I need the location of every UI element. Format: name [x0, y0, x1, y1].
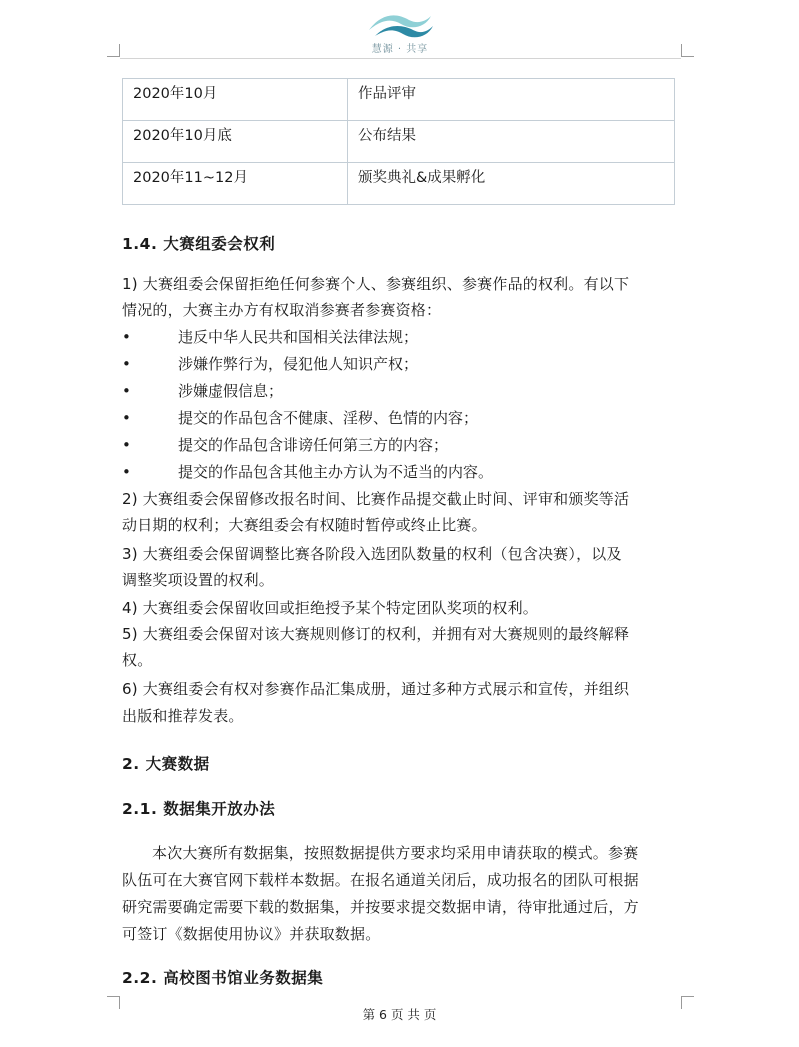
bullet-icon: •: [122, 409, 131, 427]
schedule-date-cell: 2020年10月底: [123, 121, 348, 163]
rights-item-4: 4) 大赛组委会保留收回或拒绝授予某个特定团队奖项的权利。: [122, 599, 538, 617]
rights-item-3-line-2: 调整奖项设置的权利。: [122, 571, 275, 589]
list-item: [122, 353, 418, 374]
table-row: [123, 163, 675, 205]
schedule-date-cell: 2020年10月: [123, 79, 348, 121]
list-item: [122, 461, 493, 482]
table-row: [123, 79, 675, 121]
schedule-event-cell: 颁奖典礼&成果孵化: [348, 163, 675, 205]
list-item: [122, 326, 418, 347]
rights-item-6-line-2: 出版和推荐发表。: [122, 707, 244, 725]
paragraph-line-2: 队伍可在大赛官网下载样本数据。在报名通道关闭后，成功报名的团队可根据: [122, 871, 639, 889]
rights-item-5-line-2: 权。: [122, 651, 153, 669]
bullet-icon: •: [122, 328, 131, 346]
list-item-text: 提交的作品包含诽谤任何第三方的内容；: [178, 436, 449, 454]
section-heading-2-2: 2.2. 高校图书馆业务数据集: [122, 969, 324, 987]
schedule-table: [122, 78, 675, 205]
section-heading-1-4: 1.4. 大赛组委会权利: [122, 235, 276, 253]
bullet-icon: •: [122, 463, 131, 481]
list-item: [122, 407, 478, 428]
rights-item-6-line-1: 6) 大赛组委会有权对参赛作品汇集成册，通过多种方式展示和宣传，并组织: [122, 680, 630, 698]
crop-mark-top-right: [681, 44, 694, 57]
list-item: [122, 434, 448, 455]
rights-item-3-line-1: 3) 大赛组委会保留调整比赛各阶段入选团队数量的权利（包含决赛），以及: [122, 545, 622, 563]
list-item-text: 涉嫌作弊行为，侵犯他人知识产权；: [178, 355, 419, 373]
rights-item-1-line-2: 情况的，大赛主办方有权取消参赛者参赛资格：: [122, 301, 442, 319]
crop-mark-top-left: [107, 44, 120, 57]
paragraph-line-1: 本次大赛所有数据集，按照数据提供方要求均采用申请获取的模式。参赛: [152, 844, 639, 862]
rights-item-2-line-1: 2) 大赛组委会保留修改报名时间、比赛作品提交截止时间、评审和颁奖等活: [122, 490, 630, 508]
list-item: [122, 380, 283, 401]
schedule-event-cell: 公布结果: [348, 121, 675, 163]
section-heading-2-1: 2.1. 数据集开放办法: [122, 800, 276, 818]
header-rule: [120, 58, 681, 59]
list-item-text: 提交的作品包含其他主办方认为不适当的内容。: [178, 463, 494, 481]
logo-text: 慧源 · 共享: [371, 44, 429, 55]
paragraph-line-3: 研究需要确定需要下载的数据集，并按要求提交数据申请，待审批通过后，方: [122, 898, 639, 916]
wave-logo-icon: [365, 6, 435, 40]
schedule-date-cell: 2020年11~12月: [123, 163, 348, 205]
rights-item-2-line-2: 动日期的权利；大赛组委会有权随时暂停或终止比赛。: [122, 516, 487, 534]
list-item-text: 违反中华人民共和国相关法律法规；: [178, 328, 419, 346]
bullet-icon: •: [122, 382, 131, 400]
list-item-text: 涉嫌虚假信息；: [178, 382, 284, 400]
list-item-text: 提交的作品包含不健康、淫秽、色情的内容；: [178, 409, 479, 427]
rights-item-5-line-1: 5) 大赛组委会保留对该大赛规则修订的权利，并拥有对大赛规则的最终解释: [122, 625, 630, 643]
section-heading-2: 2. 大赛数据: [122, 755, 210, 773]
page-footer: 第 6 页 共 页: [362, 1007, 437, 1022]
bullet-icon: •: [122, 355, 131, 373]
header-logo: [360, 6, 440, 58]
rights-item-1-line-1: 1) 大赛组委会保留拒绝任何参赛个人、参赛组织、参赛作品的权利。有以下: [122, 275, 630, 293]
schedule-event-cell: 作品评审: [348, 79, 675, 121]
bullet-icon: •: [122, 436, 131, 454]
paragraph-line-4: 可签订《数据使用协议》并获取数据。: [122, 925, 381, 943]
table-row: [123, 121, 675, 163]
